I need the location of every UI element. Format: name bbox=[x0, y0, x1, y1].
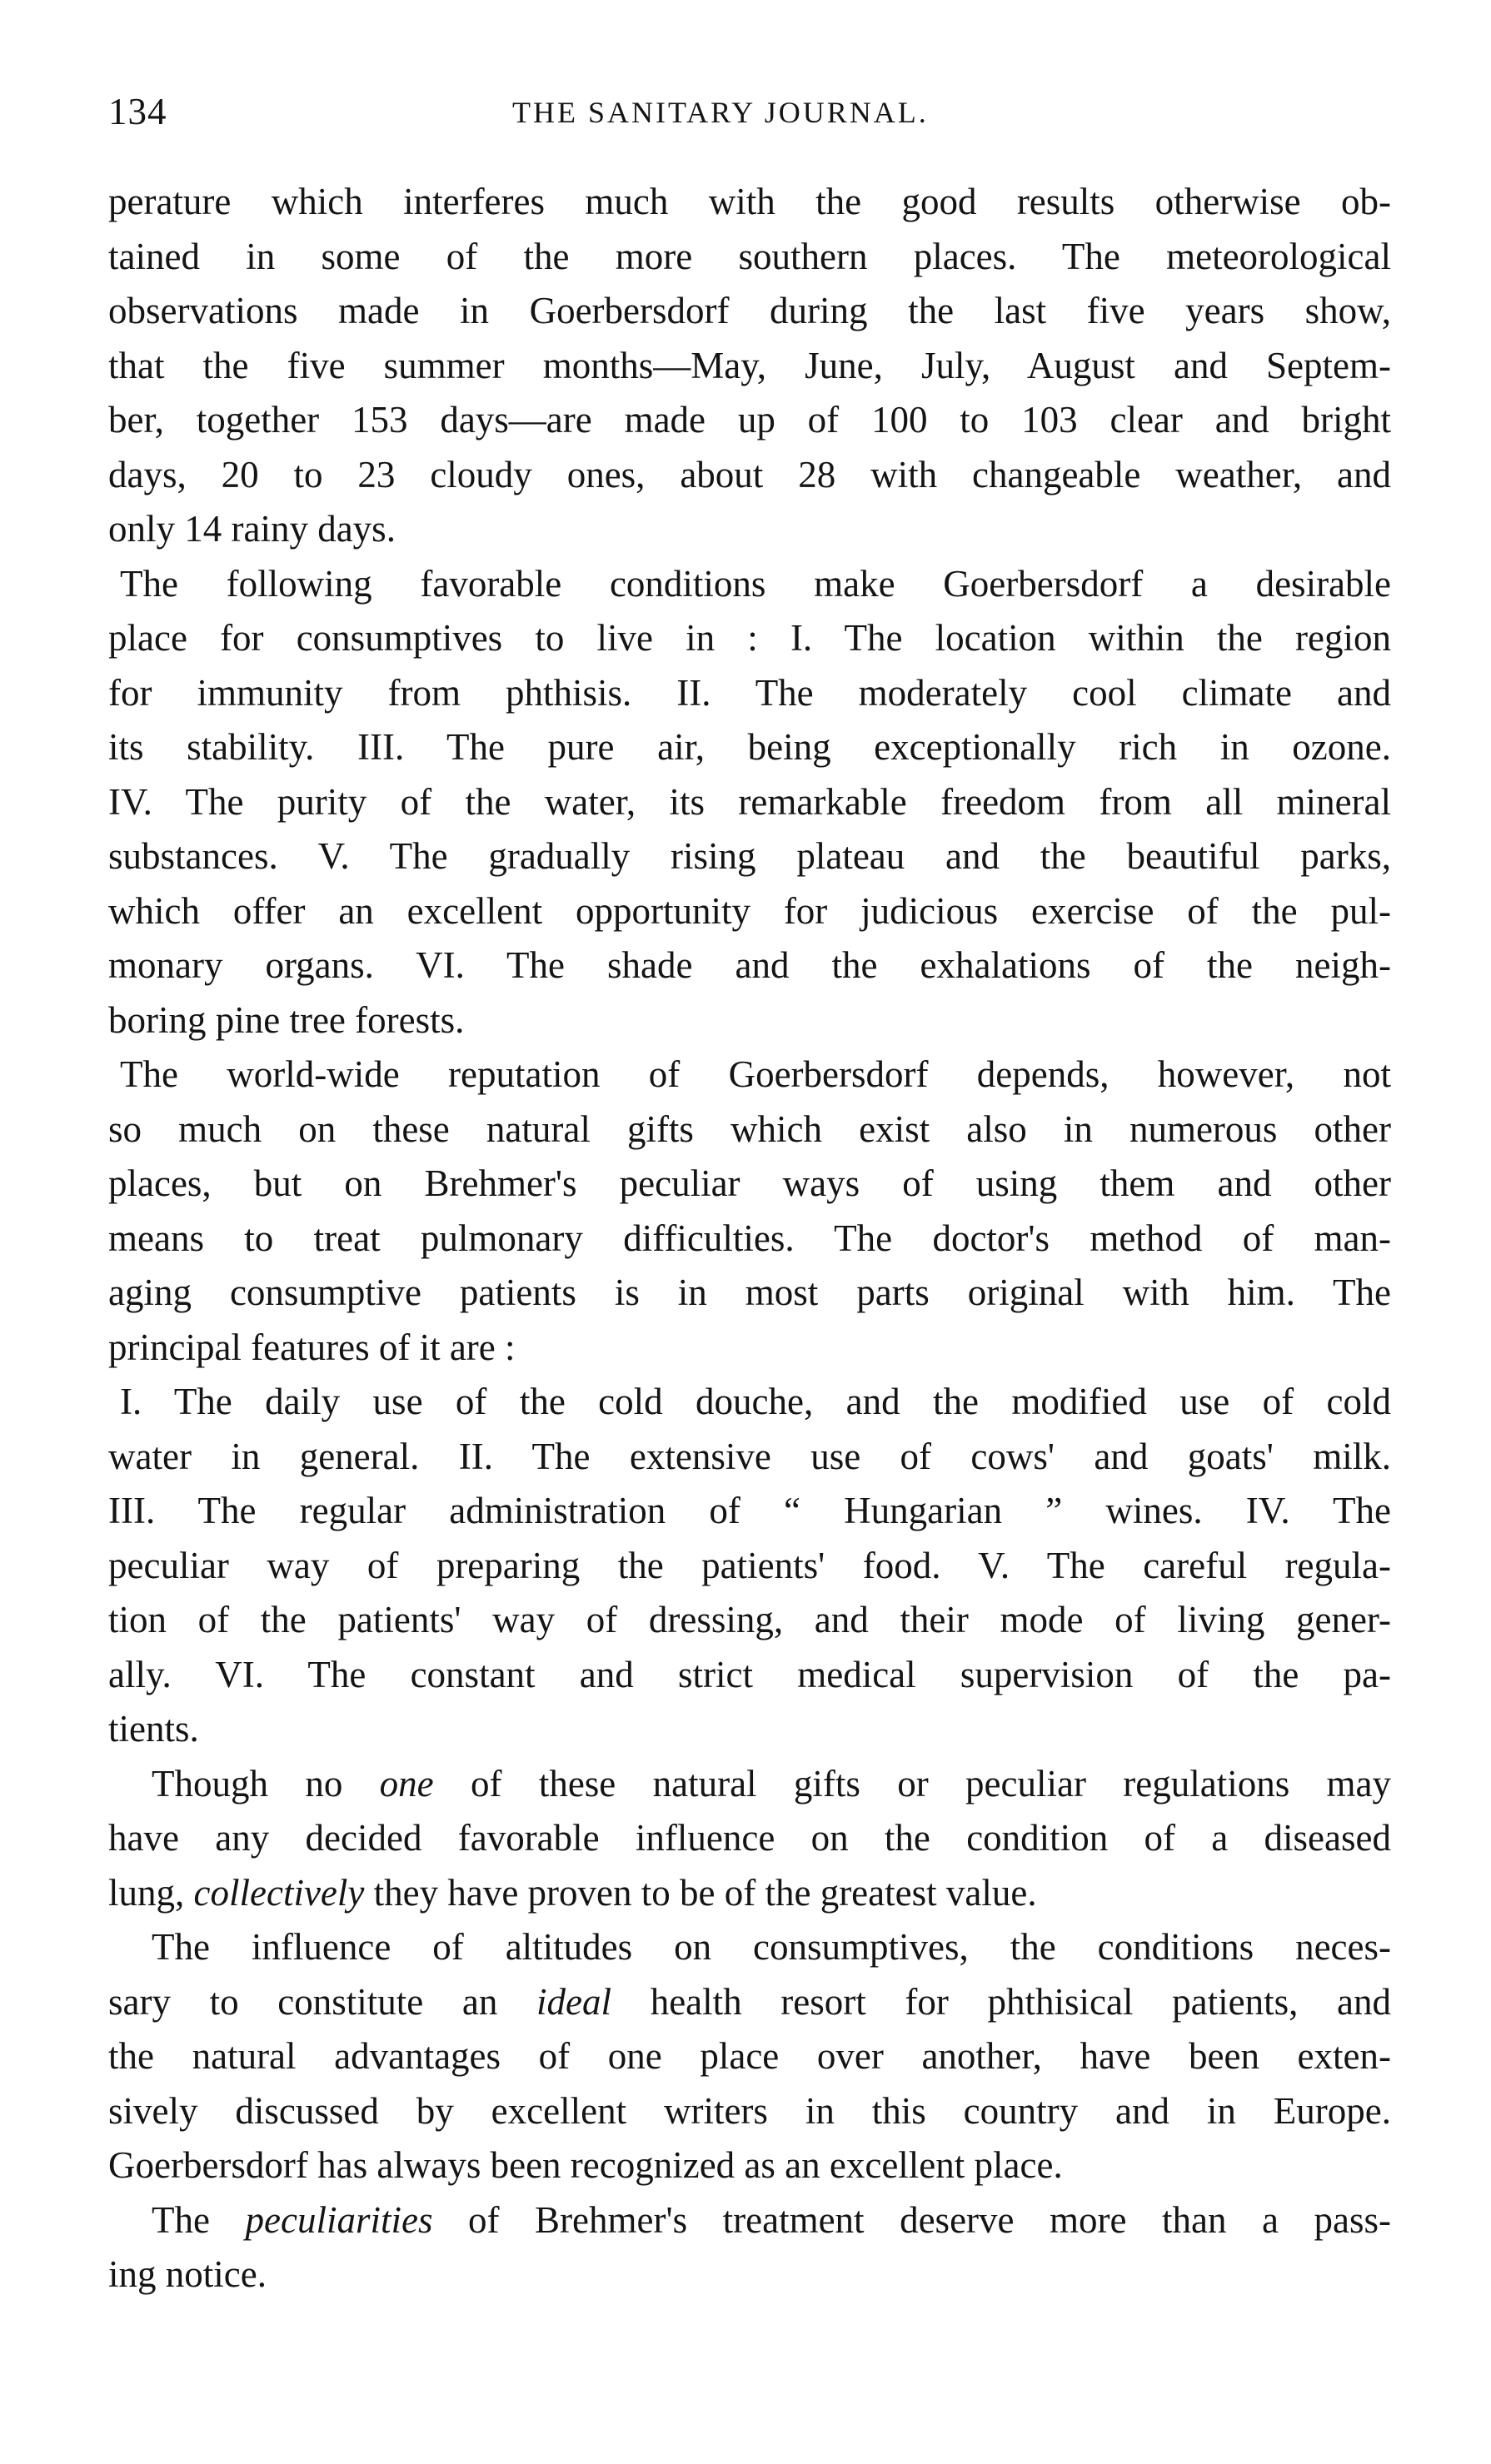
text-run: Though no bbox=[152, 1762, 343, 1804]
text-run: lung, bbox=[108, 1871, 185, 1914]
text-line-mixed bbox=[108, 1866, 1391, 1921]
italic-text: collectively bbox=[193, 1871, 365, 1914]
text-line: III. The regular administration of “ Hungarian ” wines. IV. The bbox=[108, 1490, 1391, 1531]
text-line: Goerbersdorf has always been recognized as an excellent place. bbox=[108, 2144, 1063, 2186]
text-line: for immunity from phthisis. II. The moderately cool climate and bbox=[108, 671, 1391, 714]
text-line: so much on these natural gifts which exist also in numerous other bbox=[108, 1108, 1391, 1150]
text-line: boring pine tree forests. bbox=[108, 998, 465, 1041]
text-line: water in general. II. The extensive use of cows' and goats' milk. bbox=[108, 1435, 1391, 1477]
text-line: monary organs. VI. The shade and the exhalations of the neigh- bbox=[108, 944, 1391, 986]
text-line: sively discussed by excellent writers in this country and in Europe. bbox=[108, 2089, 1391, 2132]
text-line: tients. bbox=[108, 1708, 199, 1750]
text-line: The influence of altitudes on consumptives, the conditions neces- bbox=[152, 1926, 1391, 1968]
text-line: ally. VI. The constant and strict medical supervision of the pa- bbox=[108, 1653, 1391, 1695]
text-line: that the five summer months—May, June, July, August and Septem- bbox=[108, 344, 1391, 386]
italic-text: peculiarities bbox=[245, 2198, 433, 2241]
text-run: they have proven to be of the greatest value. bbox=[373, 1871, 1037, 1914]
text-line-mixed bbox=[108, 1975, 1391, 2030]
page-number: 134 bbox=[108, 91, 167, 132]
text-line: peculiar way of preparing the patients' food. V. The careful regula- bbox=[108, 1544, 1391, 1586]
text-run: of these natural gifts or peculiar regulations may bbox=[471, 1762, 1392, 1804]
running-head bbox=[108, 90, 1391, 140]
text-run: of Brehmer's treatment deserve more than a pass- bbox=[468, 2198, 1392, 2241]
text-line: The world-wide reputation of Goerbersdorf depends, however, not bbox=[120, 1053, 1391, 1095]
body-text bbox=[108, 175, 1391, 2302]
italic-text: ideal bbox=[536, 1980, 612, 2023]
text-line: only 14 rainy days. bbox=[108, 508, 396, 550]
text-run: The bbox=[152, 2198, 210, 2241]
text-line: The following favorable conditions make Goerbersdorf a desirable bbox=[120, 562, 1391, 605]
text-line: ing notice. bbox=[108, 2253, 267, 2295]
text-line: days, 20 to 23 cloudy ones, about 28 with changeable weather, and bbox=[108, 453, 1391, 495]
text-run: health resort for phthisical patients, and bbox=[650, 1980, 1391, 2023]
text-line: its stability. III. The pure air, being exceptionally rich in ozone. bbox=[108, 726, 1391, 768]
text-line: IV. The purity of the water, its remarkable freedom from all mineral bbox=[108, 780, 1391, 823]
text-line: places, but on Brehmer's peculiar ways of using them and other bbox=[108, 1162, 1391, 1204]
text-line: the natural advantages of one place over another, have been exten- bbox=[108, 2035, 1391, 2077]
text-line: observations made in Goerbersdorf during the last five years show, bbox=[108, 290, 1391, 331]
text-run: sary to constitute an bbox=[108, 1980, 498, 2023]
italic-text: one bbox=[379, 1762, 434, 1804]
text-line: principal features of it are : bbox=[108, 1326, 516, 1368]
text-line-mixed bbox=[108, 2193, 1391, 2248]
text-line: substances. V. The gradually rising plateau and the beautiful parks, bbox=[108, 835, 1391, 877]
journal-title: THE SANITARY JOURNAL. bbox=[512, 96, 929, 129]
text-line: have any decided favorable influence on the condition of a diseased bbox=[108, 1817, 1391, 1859]
text-line: tained in some of the more southern places. The meteorological bbox=[108, 235, 1391, 277]
text-line: which offer an excellent opportunity for judicious exercise of the pul- bbox=[108, 889, 1391, 932]
text-line: means to treat pulmonary difficulties. The doctor's method of man- bbox=[108, 1217, 1391, 1259]
text-line: perature which interferes much with the good results otherwise ob- bbox=[108, 181, 1391, 222]
text-line: aging consumptive patients is in most parts original with him. The bbox=[108, 1272, 1391, 1313]
text-line: place for consumptives to live in : I. The location within the region bbox=[108, 617, 1391, 659]
text-line: ber, together 153 days—are made up of 100 to 103 clear and bright bbox=[108, 399, 1391, 441]
text-line: I. The daily use of the cold douche, and the modified use of cold bbox=[120, 1381, 1391, 1422]
text-line: tion of the patients' way of dressing, and their mode of living gener- bbox=[108, 1599, 1391, 1640]
text-line-mixed bbox=[108, 1757, 1391, 1812]
